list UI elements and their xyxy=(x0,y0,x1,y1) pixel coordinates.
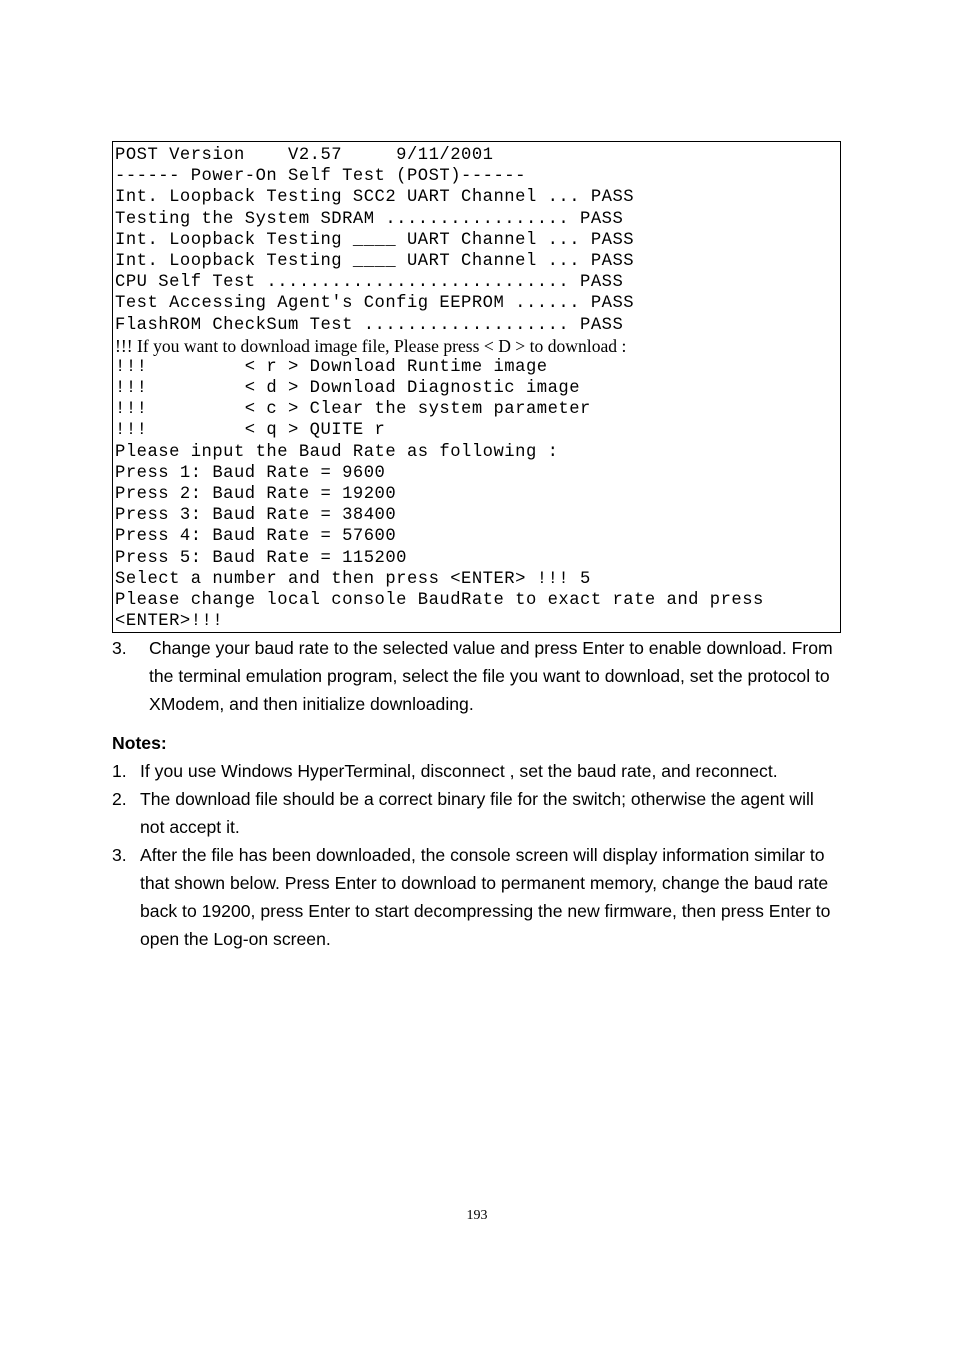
notes-title: Notes: xyxy=(112,733,167,753)
console-line: Int. Loopback Testing SCC2 UART Channel ... PASS xyxy=(115,188,635,208)
console-line: Select a number and then press <ENTER> !!! 5 xyxy=(115,569,591,589)
step-3 xyxy=(112,634,842,718)
console-line: Press 2: Baud Rate = 19200 xyxy=(115,485,397,504)
console-line: !!! < r > Download Runtime image xyxy=(115,357,548,377)
console-line: Int. Loopback Testing ____ UART Channel ... PASS xyxy=(115,230,635,250)
page-number: 193 xyxy=(466,1208,488,1223)
note-text: If you use Windows HyperTerminal, disconnect , set the baud rate, and reconnect. xyxy=(140,761,778,781)
console-line: CPU Self Test ............................ PASS xyxy=(115,273,624,293)
console-line: Please input the Baud Rate as following : xyxy=(115,442,559,462)
note-text: After the file has been downloaded, the console screen will display information similar to that shown below. Press Enter to download to permanent memory, change the baud rate back to 19200, press Enter to start decompressing the new firmware, then press Enter to open the Log-on screen. xyxy=(140,845,831,949)
note-number: 2. xyxy=(112,789,127,809)
console-line: Testing the System SDRAM ................. PASS xyxy=(115,209,624,229)
note-number: 1. xyxy=(112,761,127,781)
step-text: Change your baud rate to the selected value and press Enter to enable download. From the terminal emulation program, select the file you want to download, set the protocol to XModem, and then initialize downloading. xyxy=(149,638,833,714)
console-line: !!! If you want to download image file, Please press < D > to download : xyxy=(115,335,627,356)
note-item xyxy=(112,841,842,953)
console-line: Please change local console BaudRate to exact rate and press xyxy=(115,590,764,610)
console-line: Press 4: Baud Rate = 57600 xyxy=(115,527,397,547)
console-line: Press 5: Baud Rate = 115200 xyxy=(115,548,407,568)
console-line: Press 3: Baud Rate = 38400 xyxy=(115,506,397,526)
note-item xyxy=(112,785,842,841)
console-line: POST Version V2.57 9/11/2001 xyxy=(115,146,494,165)
console-line: !!! < c > Clear the system parameter xyxy=(115,400,591,420)
console-line: FlashROM CheckSum Test ................... PASS xyxy=(115,315,624,335)
console-line: Press 1: Baud Rate = 9600 xyxy=(115,463,386,483)
step-number: 3. xyxy=(112,638,127,658)
console-output-box xyxy=(112,141,841,633)
console-line: <ENTER>!!! xyxy=(115,612,224,632)
console-line: Test Accessing Agent's Config EEPROM ...... PASS xyxy=(115,294,635,314)
note-text: The download file should be a correct binary file for the switch; otherwise the agent will not accept it. xyxy=(140,789,814,837)
console-line: Int. Loopback Testing ____ UART Channel ... PASS xyxy=(115,251,635,271)
notes-list xyxy=(112,757,842,953)
note-number: 3. xyxy=(112,845,127,865)
console-line: ------ Power-On Self Test (POST)------ xyxy=(115,167,526,187)
note-item xyxy=(112,757,842,785)
console-line: !!! < q > QUITE r xyxy=(115,421,386,441)
console-line: !!! < d > Download Diagnostic image xyxy=(115,379,581,399)
